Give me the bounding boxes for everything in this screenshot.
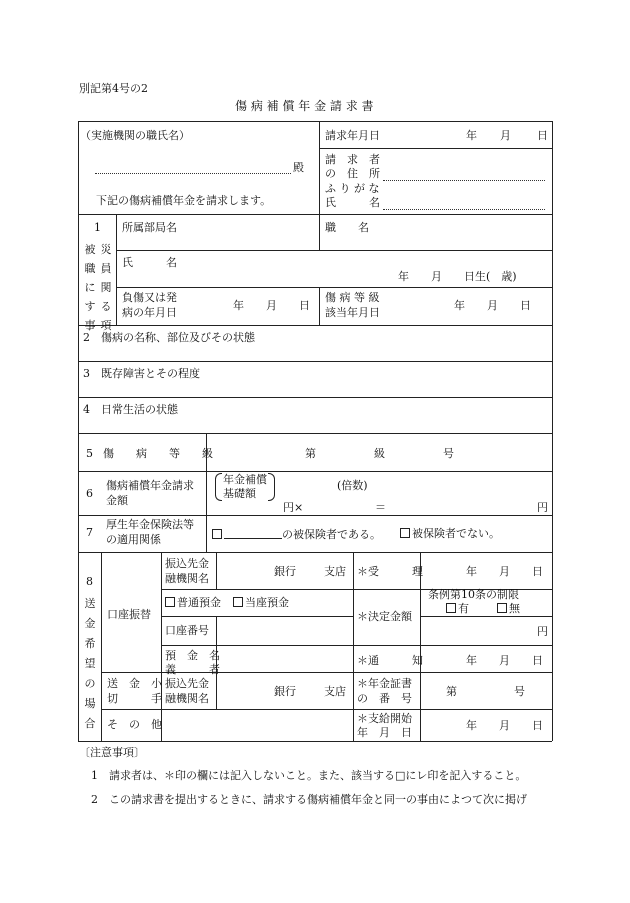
birth-date: 年 月 日生( 歳) xyxy=(398,270,517,283)
s7-label-1: 厚生年金保険法等 xyxy=(106,518,194,531)
claimant-address-label-1: 請 求 者 xyxy=(325,153,380,166)
shosho-label-1: ＊年金証書 xyxy=(357,677,412,690)
grade-dai: 第 xyxy=(305,447,316,460)
bank-label-2: 融機関名 xyxy=(165,572,209,585)
s8-number: 8 xyxy=(86,575,93,588)
shosho-dai: 第 xyxy=(446,685,457,698)
grade-date-label-2: 該当年月日 xyxy=(325,306,380,319)
injury-date: 年 月 日 xyxy=(233,299,310,312)
furigana-label-2: 氏 名 xyxy=(325,196,380,209)
shikyu-label-2: 年 月 日 xyxy=(357,726,412,739)
jorei-options xyxy=(446,603,520,614)
not-insured-text: 被保険者でない。 xyxy=(412,527,500,540)
notes-header: 〔注意事項〕 xyxy=(79,746,145,759)
account-no-label: 口座番号 xyxy=(165,624,209,637)
jorei-nashi-checkbox[interactable] xyxy=(497,603,507,613)
insurance-name-line[interactable] xyxy=(224,528,282,539)
insured-checkbox[interactable] xyxy=(212,529,222,539)
shosho-label-2: の 番 号 xyxy=(357,692,412,705)
request-date-month: 月 xyxy=(500,129,511,142)
s2-label: 2 傷病の名称、部位及びその状態 xyxy=(83,331,255,344)
bank-suffix: 銀行 xyxy=(274,565,296,578)
s6-label-2: 金額 xyxy=(106,494,128,507)
furigana-label-1: ふ り が な xyxy=(325,182,380,195)
multiplier-label: (倍数) xyxy=(337,479,368,492)
s1-label-col2: 災 員 関 る 項 xyxy=(100,243,112,332)
agency-name-line[interactable] xyxy=(95,173,291,174)
jorei-ari-label: 有 xyxy=(458,602,469,615)
request-date-year: 年 xyxy=(466,129,477,142)
grade-date-label-1: 傷 病 等 級 xyxy=(325,291,380,304)
holder-label-2: 義 者 xyxy=(165,663,220,676)
s7-label-2: の適用関係 xyxy=(106,533,161,546)
dono-label: 殿 xyxy=(293,161,304,174)
sokin-bank-label-2: 融機関名 xyxy=(165,692,209,705)
shikyu-label-1: ＊支給開始 xyxy=(357,712,412,725)
base-label-2: 基礎額 xyxy=(223,487,256,500)
base-label-1: 年金補償 xyxy=(223,473,267,486)
s7-number: 7 xyxy=(86,526,93,539)
holder-label-1: 預 金 名 xyxy=(165,649,220,662)
futsu-label: 普通預金 xyxy=(177,596,221,609)
claimant-address-label-2: の 住 所 xyxy=(325,167,380,180)
sokin-bank-label-1: 振込先金 xyxy=(165,677,209,690)
sonota-label: そ の 他 xyxy=(107,718,162,731)
grade-kyu: 級 xyxy=(374,447,385,460)
sokin-bank-suffix: 銀行 xyxy=(274,685,296,698)
juri-label: ＊受 理 xyxy=(357,565,423,578)
toza-label: 当座預金 xyxy=(245,596,289,609)
agency-label: （実施機関の職氏名） xyxy=(80,129,190,142)
request-text: 下記の傷病補償年金を請求します。 xyxy=(96,194,272,207)
form-title: 傷 病 補 償 年 金 請 求 書 xyxy=(235,99,374,113)
yen-times: 円× xyxy=(283,501,304,514)
toza-checkbox[interactable] xyxy=(233,597,243,607)
post-label: 職 名 xyxy=(325,221,369,234)
not-insured-checkbox[interactable] xyxy=(400,528,410,538)
s4-label: 4 日常生活の状態 xyxy=(83,403,178,416)
note-2: 2 この請求書を提出するときに、請求する傷病補償年金と同一の事由によつて次に掲げ xyxy=(91,793,527,806)
kettei-yen: 円 xyxy=(537,625,548,638)
futsu-checkbox[interactable] xyxy=(165,597,175,607)
sokin-label-1: 送 金 小 xyxy=(107,677,162,690)
dept-label: 所属部局名 xyxy=(122,221,177,234)
s3-label: 3 既存障害とその程度 xyxy=(83,367,200,380)
sokin-branch-suffix: 支店 xyxy=(324,685,346,698)
shikyu-date: 年 月 日 xyxy=(466,719,543,732)
base-bracket-left xyxy=(215,473,222,501)
s5-label: 傷 病 等 級 xyxy=(103,447,213,460)
insured-option xyxy=(212,528,381,540)
request-date-label: 請求年月日 xyxy=(325,129,380,142)
claimant-address-line[interactable] xyxy=(383,180,545,181)
not-insured-option xyxy=(400,528,500,539)
form-id: 別記第4号の2 xyxy=(79,82,148,95)
sokin-label-2: 切 手 xyxy=(107,692,162,705)
account-type xyxy=(165,597,289,608)
juri-date: 年 月 日 xyxy=(466,565,543,578)
kettei-label: ＊決定金額 xyxy=(357,610,412,623)
tsuchi-date: 年 月 日 xyxy=(466,654,543,667)
note-1: 1 請求者は、＊印の欄には記入しないこと。また、該当する□にレ印を記入すること。 xyxy=(91,769,527,782)
s8-label-col: 送 金 希 望 の 場 合 xyxy=(84,597,96,730)
total-yen: 円 xyxy=(537,501,548,514)
jorei-label: 条例第10条の制限 xyxy=(428,588,519,601)
s6-label-1: 傷病補償年金請求 xyxy=(106,479,194,492)
equals-sign: ＝ xyxy=(375,501,386,514)
koza-label: 口座振替 xyxy=(107,608,151,621)
grade-date: 年 月 日 xyxy=(454,299,531,312)
bank-label-1: 振込先金 xyxy=(165,557,209,570)
request-date-day: 日 xyxy=(537,129,548,142)
jorei-nashi-label: 無 xyxy=(509,602,520,615)
s1-number: 1 xyxy=(94,221,101,234)
shosho-go: 号 xyxy=(514,685,525,698)
tsuchi-label: ＊通 知 xyxy=(357,654,423,667)
s1-label-col1: 被 職 に す 事 xyxy=(84,243,96,332)
injury-date-label-2: 病の年月日 xyxy=(122,306,177,319)
base-bracket-right xyxy=(268,473,275,501)
jorei-ari-checkbox[interactable] xyxy=(446,603,456,613)
insured-text: の被保険者である。 xyxy=(282,528,381,541)
grade-go: 号 xyxy=(443,447,454,460)
injury-date-label-1: 負傷又は発 xyxy=(122,291,177,304)
branch-suffix: 支店 xyxy=(324,565,346,578)
s5-number: 5 xyxy=(86,447,93,460)
name-label: 氏 名 xyxy=(122,256,177,269)
s6-number: 6 xyxy=(86,487,93,500)
claimant-name-line[interactable] xyxy=(383,209,545,210)
